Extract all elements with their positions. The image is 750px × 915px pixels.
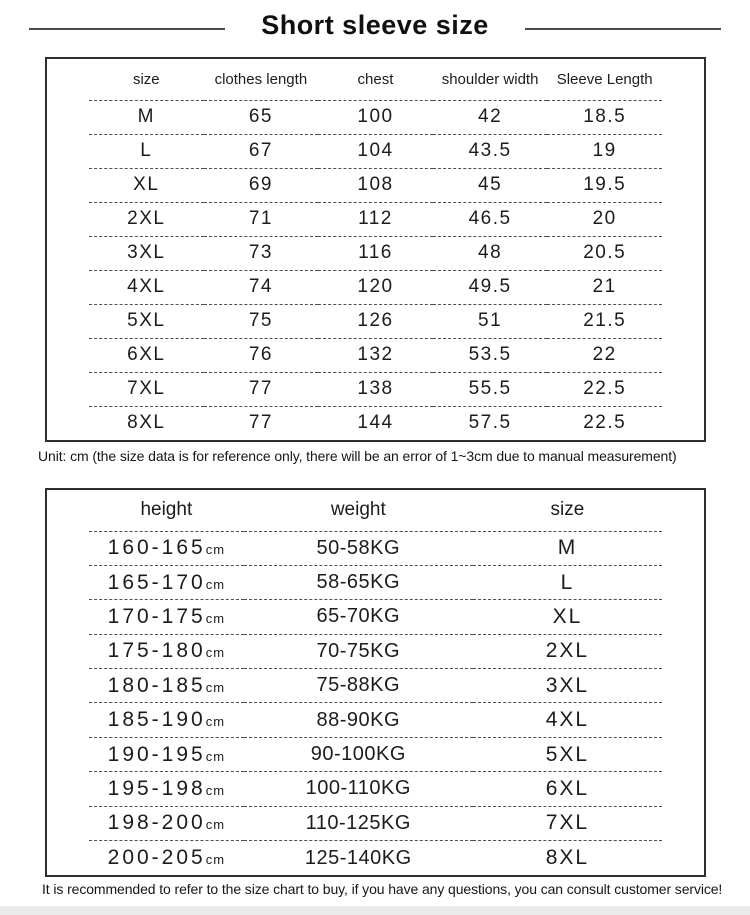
height-weight-table: [89, 490, 662, 875]
table-cell: 71: [248, 208, 273, 229]
table-row: [89, 304, 662, 338]
cell-value: 185-190: [107, 708, 206, 732]
table-cell: 3XL: [127, 242, 166, 263]
table-cell: 125-140KG: [304, 846, 412, 869]
table-cell: XL: [133, 174, 160, 195]
table-cell: 6XL: [545, 776, 590, 800]
height-weight-table-box: [45, 488, 706, 877]
table-cell: 19: [592, 140, 617, 161]
table-cell: 75: [248, 310, 273, 331]
table-cell: 138: [357, 378, 394, 399]
table-row: [89, 772, 662, 806]
table-cell: [89, 600, 244, 634]
table-cell: 57.5: [468, 412, 512, 434]
table-cell: 100: [357, 106, 394, 127]
table-cell: 5XL: [545, 742, 590, 766]
table-cell: 73: [248, 242, 273, 263]
fit-table-body: [89, 531, 662, 875]
table-cell: 69: [248, 174, 273, 195]
table-row: [89, 202, 662, 236]
table-row: [89, 841, 662, 875]
table-cell: 88-90KG: [316, 708, 401, 731]
table-cell: 21: [592, 276, 617, 297]
table-cell: [89, 841, 244, 875]
table-cell: 20.5: [583, 242, 627, 263]
table-cell: XL: [552, 604, 583, 628]
table-cell: [89, 634, 244, 668]
table-cell: 6XL: [127, 344, 166, 365]
table-cell: 100-110KG: [305, 777, 411, 800]
cell-value: 165-170: [107, 570, 206, 594]
table-cell: [89, 531, 244, 565]
fit-table-header: [89, 490, 662, 531]
table-cell: 21.5: [583, 310, 627, 331]
table-cell: 144: [357, 412, 394, 434]
table-cell: 8XL: [127, 412, 166, 434]
table-cell: 112: [358, 208, 393, 229]
table-cell: L: [140, 140, 153, 161]
unit-label: cm: [205, 542, 226, 558]
table-cell: 2XL: [545, 639, 590, 663]
table-cell: 55.5: [468, 378, 512, 399]
column-header: chest: [357, 70, 394, 88]
table-cell: 42: [478, 106, 503, 127]
table-cell: [89, 772, 244, 806]
table-cell: 3XL: [545, 673, 590, 697]
cell-value: 175-180: [107, 639, 206, 663]
table-row: [89, 703, 662, 737]
table-cell: 5XL: [127, 310, 166, 331]
table-row: [89, 100, 662, 134]
table-cell: 67: [248, 140, 273, 161]
unit-label: cm: [205, 782, 226, 798]
column-header: size: [550, 499, 585, 521]
column-header: Sleeve Length: [556, 70, 653, 88]
unit-label: cm: [205, 576, 226, 592]
unit-label: cm: [205, 610, 226, 626]
table-cell: 18.5: [583, 106, 627, 127]
table-row: [89, 600, 662, 634]
table-row: [89, 372, 662, 406]
column-header: weight: [330, 499, 386, 521]
table-cell: [89, 565, 244, 599]
table-cell: 7XL: [127, 378, 166, 399]
table-cell: 50-58KG: [316, 536, 401, 559]
column-header: clothes length: [214, 70, 308, 88]
table-cell: [89, 806, 244, 840]
table-cell: 7XL: [545, 811, 590, 835]
table-cell: [89, 703, 244, 737]
page-title: Short sleeve size: [261, 10, 489, 40]
table-row: [89, 270, 662, 304]
table-cell: 70-75KG: [316, 639, 401, 662]
footer-note: It is recommended to refer to the size chart to buy, if you have any questions, you can consult customer service!: [42, 881, 723, 897]
cell-value: 195-198: [107, 776, 206, 800]
table-row: [89, 806, 662, 840]
column-header: size: [132, 70, 160, 88]
table-cell: M: [137, 106, 155, 127]
table-cell: 46.5: [468, 208, 512, 229]
table-cell: 4XL: [545, 708, 590, 732]
size-table-header: [89, 59, 662, 100]
table-cell: 110-125KG: [305, 811, 411, 834]
table-cell: 65-70KG: [316, 605, 401, 628]
title-row: [0, 10, 750, 41]
table-cell: 126: [357, 310, 394, 331]
column-header: height: [140, 499, 193, 521]
table-row: [89, 236, 662, 270]
cell-value: 198-200: [107, 811, 206, 835]
title-right-line: [525, 28, 721, 30]
table-cell: 76: [248, 344, 273, 365]
unit-note: Unit: cm (the size data is for reference only, there will be an error of 1~3cm due to manual measurement): [38, 448, 677, 464]
table-cell: 49.5: [468, 276, 512, 297]
table-cell: 108: [357, 174, 394, 195]
table-cell: [89, 737, 244, 771]
table-cell: 45: [478, 174, 503, 195]
table-cell: 48: [478, 242, 503, 263]
table-row: [89, 669, 662, 703]
cell-value: 160-165: [107, 536, 206, 560]
unit-label: cm: [205, 714, 226, 730]
table-cell: 51: [478, 310, 503, 331]
table-cell: 20: [592, 208, 617, 229]
table-cell: 75-88KG: [316, 674, 401, 697]
size-table-body: [89, 100, 662, 440]
table-cell: 77: [248, 412, 273, 434]
column-header: shoulder width: [441, 70, 539, 88]
title-left-line: [29, 28, 225, 30]
cell-value: 180-185: [107, 673, 206, 697]
table-row: [89, 134, 662, 168]
table-cell: [89, 669, 244, 703]
table-row: [89, 737, 662, 771]
table-cell: 22.5: [583, 412, 627, 434]
table-cell: 8XL: [545, 846, 590, 869]
unit-label: cm: [205, 645, 226, 661]
table-cell: 22: [592, 344, 617, 365]
table-cell: 2XL: [127, 208, 166, 229]
table-row: [89, 406, 662, 440]
table-cell: 74: [248, 276, 273, 297]
table-cell: 116: [358, 242, 393, 263]
unit-label: cm: [205, 852, 226, 867]
bottom-strip: [0, 906, 750, 915]
table-cell: 65: [248, 106, 273, 127]
size-measurement-table-box: [45, 57, 706, 442]
table-cell: 77: [248, 378, 273, 399]
table-cell: 120: [357, 276, 394, 297]
table-cell: 132: [357, 344, 394, 365]
cell-value: 190-195: [107, 742, 206, 766]
table-cell: L: [560, 570, 575, 594]
table-cell: 43.5: [468, 140, 512, 161]
table-cell: 53.5: [468, 344, 512, 365]
table-row: [89, 565, 662, 599]
table-cell: 104: [357, 140, 394, 161]
table-cell: 90-100KG: [310, 743, 406, 766]
table-cell: 19.5: [583, 174, 627, 195]
unit-label: cm: [205, 748, 226, 764]
table-row: [89, 531, 662, 565]
cell-value: 200-205: [107, 846, 206, 869]
table-cell: 58-65KG: [316, 571, 401, 594]
table-cell: 4XL: [127, 276, 166, 297]
table-row: [89, 338, 662, 372]
cell-value: 170-175: [107, 604, 206, 628]
unit-label: cm: [205, 679, 226, 695]
table-cell: 22.5: [583, 378, 627, 399]
unit-label: cm: [205, 817, 226, 833]
table-cell: M: [557, 536, 578, 560]
table-row: [89, 168, 662, 202]
size-measurement-table: [89, 59, 662, 440]
table-row: [89, 634, 662, 668]
